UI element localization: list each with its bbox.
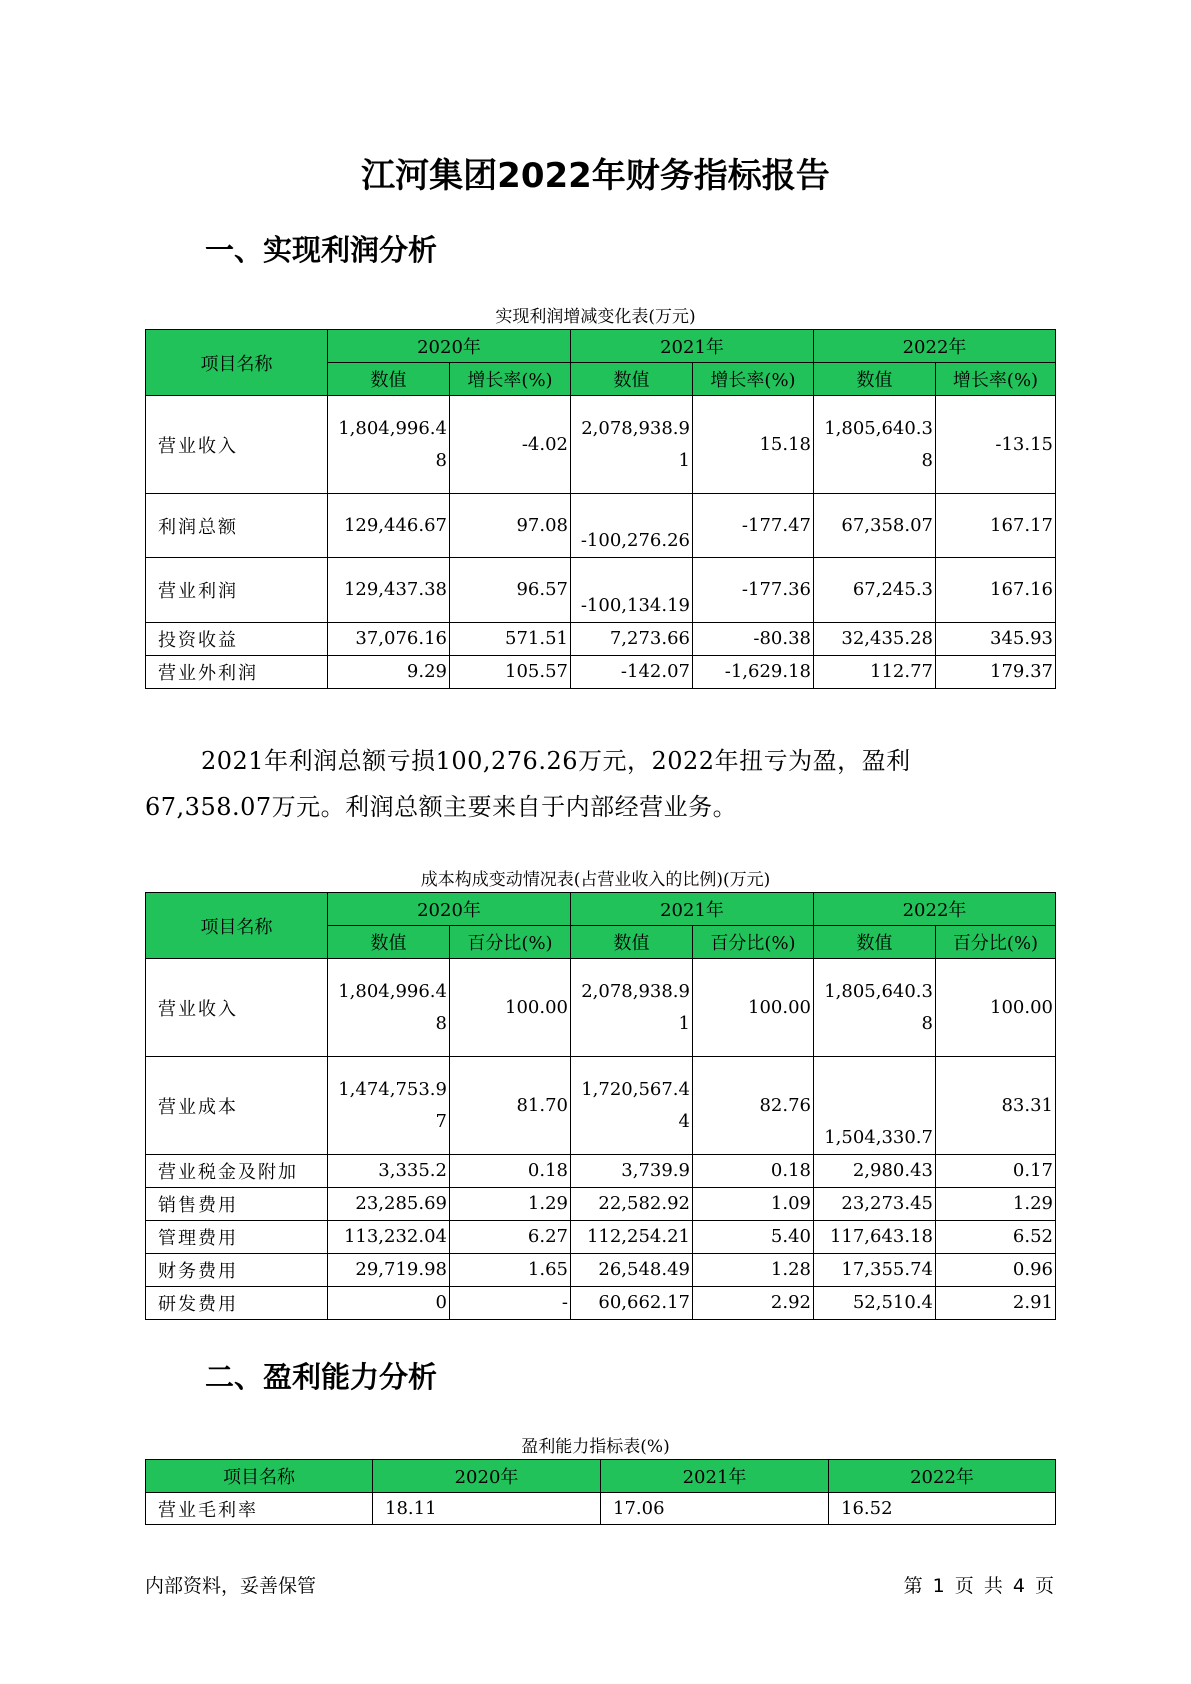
profitability-table — [145, 1459, 1056, 1525]
header-year: 2022年 — [829, 1460, 1056, 1493]
cell: 100.00 — [450, 959, 571, 1057]
header-year: 2021年 — [571, 893, 814, 926]
cell: 37,076.16 — [328, 623, 450, 656]
cell: -142.07 — [571, 656, 693, 689]
cell: 22,582.92 — [571, 1188, 693, 1221]
cell: 60,662.17 — [571, 1287, 693, 1320]
header-year: 2020年 — [328, 330, 571, 363]
table-row — [146, 1057, 1056, 1155]
row-label: 营业外利润 — [146, 656, 328, 689]
cell: 9.29 — [328, 656, 450, 689]
row-label: 营业利润 — [146, 558, 328, 623]
table-row — [146, 396, 1056, 494]
cell: 0.18 — [450, 1155, 571, 1188]
cell: 26,548.49 — [571, 1254, 693, 1287]
cell: 1,805,640.38 — [814, 396, 936, 494]
cell: -100,134.19 — [571, 558, 693, 623]
header-value: 数值 — [571, 363, 693, 396]
cell: -100,276.26 — [571, 494, 693, 558]
cell: 96.57 — [450, 558, 571, 623]
header-year: 2021年 — [571, 330, 814, 363]
cell: 113,232.04 — [328, 1221, 450, 1254]
cell: 5.40 — [693, 1221, 814, 1254]
header-growth-rate: 增长率(%) — [693, 363, 814, 396]
header-year: 2020年 — [328, 893, 571, 926]
cell: 345.93 — [936, 623, 1056, 656]
header-year: 2022年 — [814, 893, 1056, 926]
header-growth-rate: 增长率(%) — [936, 363, 1056, 396]
cell: 129,446.67 — [328, 494, 450, 558]
cell: 129,437.38 — [328, 558, 450, 623]
cell: -13.15 — [936, 396, 1056, 494]
table-row — [146, 1221, 1056, 1254]
cell: 18.11 — [373, 1493, 601, 1525]
row-label: 研发费用 — [146, 1287, 328, 1320]
cell: 3,739.9 — [571, 1155, 693, 1188]
header-value: 数值 — [814, 363, 936, 396]
footer-page-number: 第 1 页 共 4 页 — [903, 1575, 1054, 1597]
table-row — [146, 1155, 1056, 1188]
header-percent: 百分比(%) — [693, 926, 814, 959]
header-item-name: 项目名称 — [146, 893, 328, 959]
cell: 32,435.28 — [814, 623, 936, 656]
header-percent: 百分比(%) — [450, 926, 571, 959]
header-percent: 百分比(%) — [936, 926, 1056, 959]
header-value: 数值 — [814, 926, 936, 959]
table-row — [146, 1188, 1056, 1221]
cell: 112,254.21 — [571, 1221, 693, 1254]
cell: 15.18 — [693, 396, 814, 494]
cell: 1.65 — [450, 1254, 571, 1287]
cell: 571.51 — [450, 623, 571, 656]
cell: 83.31 — [936, 1057, 1056, 1155]
table2-caption: 成本构成变动情况表(占营业收入的比例)(万元) — [420, 870, 771, 890]
cell: 100.00 — [936, 959, 1056, 1057]
section2-heading: 二、盈利能力分析 — [205, 1360, 438, 1394]
header-year: 2021年 — [601, 1460, 829, 1493]
cell: 1,805,640.38 — [814, 959, 936, 1057]
header-year: 2020年 — [373, 1460, 601, 1493]
cell: 167.16 — [936, 558, 1056, 623]
cell: 67,245.3 — [814, 558, 936, 623]
table-row — [146, 1287, 1056, 1320]
document-title: 江河集团2022年财务指标报告 — [361, 156, 830, 196]
cell: 1,504,330.7 — [814, 1057, 936, 1155]
cell: -177.47 — [693, 494, 814, 558]
cell: 1.09 — [693, 1188, 814, 1221]
cell: 112.77 — [814, 656, 936, 689]
cell: 0.17 — [936, 1155, 1056, 1188]
table3-caption: 盈利能力指标表(%) — [521, 1437, 670, 1457]
cell: 16.52 — [829, 1493, 1056, 1525]
cell: 1.28 — [693, 1254, 814, 1287]
cell: - — [450, 1287, 571, 1320]
row-label: 营业收入 — [146, 959, 328, 1057]
cell: 2,980.43 — [814, 1155, 936, 1188]
row-label: 投资收益 — [146, 623, 328, 656]
cell: -177.36 — [693, 558, 814, 623]
cell: 1.29 — [936, 1188, 1056, 1221]
cell: 67,358.07 — [814, 494, 936, 558]
cell: 2,078,938.91 — [571, 396, 693, 494]
cell: 29,719.98 — [328, 1254, 450, 1287]
row-label: 营业收入 — [146, 396, 328, 494]
cell: 6.27 — [450, 1221, 571, 1254]
cell: 167.17 — [936, 494, 1056, 558]
footer-confidential-note: 内部资料，妥善保管 — [145, 1575, 317, 1597]
section1-heading: 一、实现利润分析 — [205, 233, 438, 267]
table-row — [146, 623, 1056, 656]
table1-caption: 实现利润增减变化表(万元) — [495, 307, 696, 327]
cell: -1,629.18 — [693, 656, 814, 689]
cell: 82.76 — [693, 1057, 814, 1155]
cell: 0 — [328, 1287, 450, 1320]
cell: -4.02 — [450, 396, 571, 494]
cell: 2.91 — [936, 1287, 1056, 1320]
cell: 0.96 — [936, 1254, 1056, 1287]
cell: 1.29 — [450, 1188, 571, 1221]
row-label: 利润总额 — [146, 494, 328, 558]
cell: 23,273.45 — [814, 1188, 936, 1221]
cell: 17.06 — [601, 1493, 829, 1525]
header-value: 数值 — [571, 926, 693, 959]
analysis-paragraph: 2021年利润总额亏损100,276.26万元，2022年扭亏为盈，盈利67,358.07万元。利润总额主要来自于内部经营业务。 — [145, 747, 911, 821]
table-row — [146, 959, 1056, 1057]
cell: 52,510.4 — [814, 1287, 936, 1320]
cell: 6.52 — [936, 1221, 1056, 1254]
row-label: 营业税金及附加 — [146, 1155, 328, 1188]
header-value: 数值 — [328, 926, 450, 959]
cell: 17,355.74 — [814, 1254, 936, 1287]
header-year: 2022年 — [814, 330, 1056, 363]
row-label: 营业毛利率 — [146, 1493, 373, 1525]
row-label: 营业成本 — [146, 1057, 328, 1155]
profit-change-table — [145, 329, 1056, 689]
header-item-name: 项目名称 — [146, 330, 328, 396]
cell: 81.70 — [450, 1057, 571, 1155]
cell: 1,720,567.44 — [571, 1057, 693, 1155]
table-row — [146, 1493, 1056, 1525]
cell: 100.00 — [693, 959, 814, 1057]
table-row — [146, 1254, 1056, 1287]
header-growth-rate: 增长率(%) — [450, 363, 571, 396]
cell: 0.18 — [693, 1155, 814, 1188]
cell: 97.08 — [450, 494, 571, 558]
table-row — [146, 656, 1056, 689]
row-label: 财务费用 — [146, 1254, 328, 1287]
cell: 105.57 — [450, 656, 571, 689]
cell: 1,474,753.97 — [328, 1057, 450, 1155]
row-label: 管理费用 — [146, 1221, 328, 1254]
header-value: 数值 — [328, 363, 450, 396]
cell: 3,335.2 — [328, 1155, 450, 1188]
row-label: 销售费用 — [146, 1188, 328, 1221]
cell: 1,804,996.48 — [328, 959, 450, 1057]
header-item-name: 项目名称 — [146, 1460, 373, 1493]
table-row — [146, 494, 1056, 558]
table-row — [146, 558, 1056, 623]
cell: 7,273.66 — [571, 623, 693, 656]
cell: -80.38 — [693, 623, 814, 656]
cell: 2,078,938.91 — [571, 959, 693, 1057]
cell: 23,285.69 — [328, 1188, 450, 1221]
cell: 1,804,996.48 — [328, 396, 450, 494]
cell: 179.37 — [936, 656, 1056, 689]
cell: 117,643.18 — [814, 1221, 936, 1254]
cost-structure-table — [145, 892, 1056, 1320]
cell: 2.92 — [693, 1287, 814, 1320]
